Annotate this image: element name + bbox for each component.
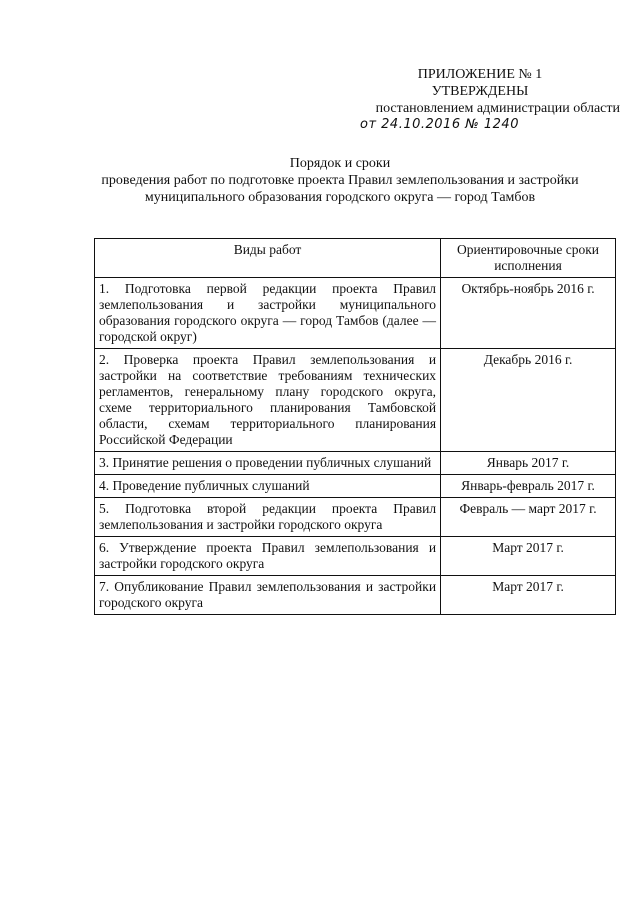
document-title [60, 155, 620, 206]
title-line-3: муниципального образования городского округа — город Тамбов [144, 190, 536, 205]
approved-label: УТВЕРЖДЕНЫ [431, 84, 529, 99]
deadline-cell: Февраль — март 2017 г. [441, 498, 616, 537]
work-cell: 3. Принятие решения о проведении публичных слушаний [95, 452, 441, 475]
work-cell: 2. Проверка проекта Правил землепользования и застройки на соответствие требованиям технических регламентов, генеральному плану городского округа, схеме территориального планирования Тамбовской области, схемам территориального планирования Российской Федерации [95, 349, 441, 452]
title-line-1: Порядок и сроки [289, 156, 391, 171]
approval-block [340, 66, 620, 133]
table-row [95, 475, 616, 498]
table-header-row [95, 239, 616, 278]
works-table [94, 238, 616, 615]
title-line-2: проведения работ по подготовке проекта Правил землепользования и застройки [101, 173, 579, 188]
deadline-cell: Январь 2017 г. [441, 452, 616, 475]
deadline-cell: Декабрь 2016 г. [441, 349, 616, 452]
table-row [95, 576, 616, 615]
handwritten-date-number: от 24.10.2016 № 1240 [360, 117, 519, 132]
table-row [95, 349, 616, 452]
header-deadlines: Ориентировочные сроки исполнения [441, 239, 616, 278]
table-row [95, 498, 616, 537]
resolution-text: постановлением администрации области [375, 101, 620, 116]
table-row [95, 537, 616, 576]
header-work-types: Виды работ [95, 239, 441, 278]
table-row [95, 278, 616, 349]
deadline-cell: Октябрь-ноябрь 2016 г. [441, 278, 616, 349]
work-cell: 7. Опубликование Правил землепользования и застройки городского округа [95, 576, 441, 615]
deadline-cell: Март 2017 г. [441, 576, 616, 615]
appendix-number: ПРИЛОЖЕНИЕ № 1 [417, 67, 543, 82]
table-row [95, 452, 616, 475]
work-cell: 6. Утверждение проекта Правил землепользования и застройки городского округа [95, 537, 441, 576]
work-cell: 4. Проведение публичных слушаний [95, 475, 441, 498]
deadline-cell: Март 2017 г. [441, 537, 616, 576]
deadline-cell: Январь-февраль 2017 г. [441, 475, 616, 498]
work-cell: 5. Подготовка второй редакции проекта Правил землепользования и застройки городского округа [95, 498, 441, 537]
work-cell: 1. Подготовка первой редакции проекта Правил землепользования и застройки муниципального образования городского округа — город Тамбов (далее — городской округ) [95, 278, 441, 349]
